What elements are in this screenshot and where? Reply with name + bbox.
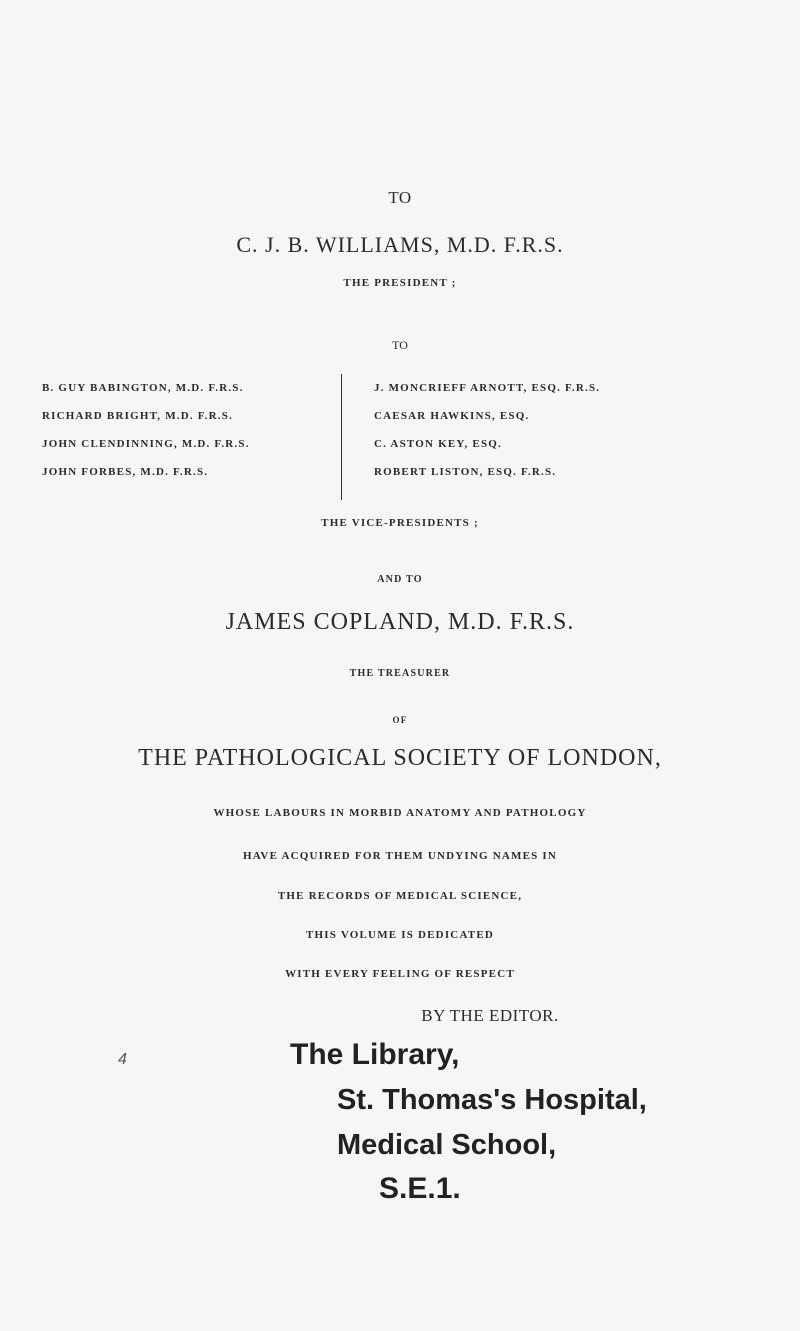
vice-president-name: CAESAR HAWKINS, ESQ. [374,410,530,422]
vice-president-name: J. MONCRIEFF ARNOTT, ESQ. F.R.S. [374,382,601,394]
and-to: AND TO [377,574,423,585]
treasurer-name: JAMES COPLAND, M.D. F.R.S. [225,609,575,635]
stamp-line: St. Thomas's Hospital, [337,1084,647,1116]
vice-presidents-role: THE VICE-PRESIDENTS ; [321,517,479,529]
vice-presidents-left-column [42,374,250,486]
to-heading: TO [388,188,412,207]
stamp-line: S.E.1. [379,1172,461,1205]
vice-president-name: ROBERT LISTON, ESQ. F.R.S. [374,466,557,478]
signature: BY THE EDITOR. [421,1006,559,1025]
of-label: OF [392,715,408,725]
president-name: C. J. B. WILLIAMS, M.D. F.R.S. [236,232,564,257]
president-role: THE PRESIDENT ; [343,277,457,289]
vice-president-name: JOHN CLENDINNING, M.D. F.R.S. [42,438,250,450]
vice-president-name: RICHARD BRIGHT, M.D. F.R.S. [42,410,233,422]
stamp-line: Medical School, [337,1129,557,1161]
to-heading-2: TO [392,338,408,352]
society-name: THE PATHOLOGICAL SOCIETY OF LONDON, [138,745,662,771]
dedication-line: WITH EVERY FEELING OF RESPECT [285,968,515,980]
vice-president-name: B. GUY BABINGTON, M.D. F.R.S. [42,382,244,394]
dedication-line: THE RECORDS OF MEDICAL SCIENCE, [277,890,523,902]
vice-presidents-right-column [374,374,600,486]
margin-pencil-mark: 4 [118,1051,127,1068]
vice-president-name: JOHN FORBES, M.D. F.R.S. [42,466,209,478]
column-divider [341,374,342,500]
vice-president-name: C. ASTON KEY, ESQ. [374,438,502,450]
dedication-line: HAVE ACQUIRED FOR THEM UNDYING NAMES IN [242,850,558,862]
dedication-line: THIS VOLUME IS DEDICATED [305,929,494,941]
treasurer-role: THE TREASURER [349,668,451,679]
dedication-line: WHOSE LABOURS IN MORBID ANATOMY AND PATHOLOGY [213,807,587,819]
stamp-line: The Library, [290,1038,460,1071]
